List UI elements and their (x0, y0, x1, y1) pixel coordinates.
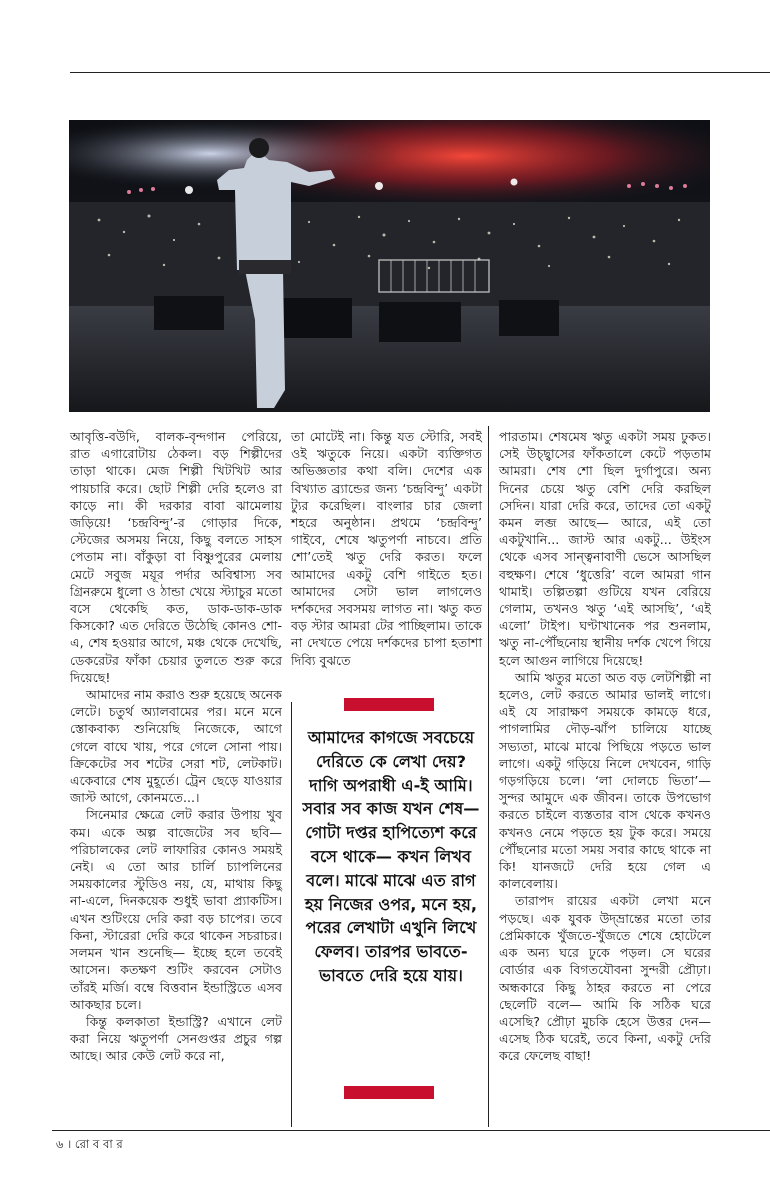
text-column-2 (291, 428, 482, 669)
column-paragraph: তারাপদ রায়ের একটা লেখা মনে পড়ছে। এক যুবক উদ্‌ভ্রান্তের মতো তার প্রেমিকাকে খুঁজতে-খুঁজতে শেষে হোটেলে এক অন্য ঘরে ঢুকে পড়ল। সে ঘরের বোর্ডার এক বিগতযৌবনা সুন্দরী প্রৌঢ়া। অন্ধকারে কিছু ঠাহর করতে না পেরে ছেলেটি বলে— আমি কি সঠিক ঘরে এসেছি? প্রৌঢ়া মুচকি হেসে উত্তর দেন— এসেছ ঠিক ঘরেই, তবে কিনা, একটু দেরি করে ফেলেছ বাছা! (499, 893, 711, 1064)
pull-quote-top-bar (344, 698, 434, 711)
top-rule (70, 72, 770, 73)
bottom-rule (52, 1130, 770, 1131)
column-paragraph: সিনেমার ক্ষেত্রে লেট করার উপায় খুব কম। একে অল্প বাজেটের সব ছবি— পরিচালকের লেট লাফারির কোনও সময়ই নেই। এ তো আর চার্লি চ্যাপলিনের সময়কালের স্টুডিও নয়, যে, মাথায় কিছু না-এলে, দিনকয়েক শুধুই ভাবা প্র্যাকটিস। এখন শুটিংয়ে দেরি করা বড় চাপের। তবে কিনা, স্টারেরা দেরি করে থাকেন সচরাচর। সলমন খান শুনেছি— ইচ্ছে হলে তবেই আসেন। কতক্ষণ শুটিং করবেন সেটাও তাঁরই মর্জি। বম্বে বিত্তবান ইন্ডাস্ট্রিতে এসব আকছার চলে। (70, 807, 282, 1012)
concert-photo (69, 120, 710, 412)
column-paragraph: তা মোটেই না। কিন্তু যত স্টোরি, সবই ওই ঋতুকে নিয়ে। একটা ব্যক্তিগত অভিজ্ঞতার কথা বলি। দেশের এক বিখ্যাত ব্র্যান্ডের জন্য ‘চন্দ্রবিন্দু’ একটা ট্যুর করেছিল। বাংলার চার জেলা শহরে অনুষ্ঠান। প্রথমে ‘চন্দ্রবিন্দু’ গাইবে, শেষে ঋতুপর্ণা নাচবে। প্রতি শো’তেই ঋতু দেরি করত। ফলে আমাদের একটু বেশি গাইতে হত। আমাদের সেটা ভাল লাগলেও দর্শকদের সবসময় লাগত না। ঋতু কত বড় স্টার আমরা টের পাচ্ছিলাম। তাকে না দেখতে পেয়ে দর্শকদের চাপা হতাশা দিব্যি বুঝতে (291, 429, 482, 668)
pull-quote-text: আমাদের কাগজে সবচেয়ে দেরিতে কে লেখা দেয়? দাগি অপরাধী এ-ই আমি। সবার সব কাজ যখন শেষ— গোটা দপ্তর হাপিত্যেশ করে বসে থাকে— কখন লিখব বলে। মাঝে মাঝে এত রাগ হয় নিজের ওপর, মনে হয়, পরের লেখাটা এখুনি লিখে ফেলব। তারপর ভাবতে-ভাবতে দেরি হয়ে যায়। (302, 728, 480, 985)
column-paragraph: আমাদের নাম করাও শুরু হয়েছে অনেক লেটে। চতুর্থ অ্যালবামের পর। মনে মনে স্তোকবাক্য শুনিয়েছি নিজেকে, আগে গেলে বাঘে খায়, পরে গেলে সোনা পায়। ক্রিকেটের সব শটের সেরা শট, লেটকাট। একেবারে শেষ মুহূর্তে। ট্রেন ছেড়ে যাওয়ার জাস্ট আগে, কোনমতে...। (70, 687, 282, 806)
pull-quote-bottom-bar (344, 1086, 434, 1099)
page-folio: ৬ । রো ব বা র (56, 1137, 123, 1151)
pull-quote (300, 698, 482, 1114)
column-paragraph: আমি ঋতুর মতো অত বড় লেটশিল্পী না হলেও, লেট করতে আমার ভালই লাগে। এই যে সারাক্ষণ সময়কে কামড়ে ধরে, পাগলামির দৌড়-ঝাঁপ চালিয়ে যাচ্ছে সভ্যতা, মাঝে মাঝে পিছিয়ে পড়তে ভাল লাগে। একটু গড়িয়ে নিলে দেখবেন, গাড়ি গড়গড়িয়ে চলে। ‘লা দোলচে ভিতা’— সুন্দর আমুদে এক জীবন। তাকে উপভোগ করতে চাইলে ব্যস্ততার বাস থেকে কখনও কখনও নেমে পড়তে হয় টুক করে। সময়ে পৌঁছনোর মতো সময় সবার কাছে থাকে না কি! যানজটে দেরি হয়ে গেল এ কালবেলায়। (499, 669, 711, 892)
text-column-3 (499, 428, 711, 1065)
column-paragraph: কিন্তু কলকাতা ইন্ডাস্ট্রি? এখানে লেট করা নিয়ে ঋতুপর্ণা সেনগুপ্তর প্রচুর গল্প আছে। আর কেউ লেট করে না, (70, 1013, 282, 1064)
column-paragraph: আবৃত্তি-বউদি, বালক-বৃন্দগান পেরিয়ে, রাত এগারোটায় ঠেকল। বড় শিল্পীদের তাড়া থাকে। মেজ শিল্পী খিটখিট আর পায়চারি করে। ছোট শিল্পী দেরি হলেও রা কাড়ে না। কী দরকার বাবা ঝামেলায় জড়িয়ে! ‘চন্দ্রবিন্দু’-র গোড়ার দিকে, স্টেজের অসময় নিয়ে, কিছু বলতে সাহস পেতাম না। বাঁকুড়া বা বিষ্ণুপুরের মেলায় মেটে সবুজ ময়ূর পর্দার অবিশ্বাস্য সব গ্রিনরুমে ধুলো ও ঠান্ডা খেয়ে স্ট্যাচুর মতো বসে থেকেছি কত, ডাক-ডাক-ডাক কিসকো? এত দেরিতে উঠেছি কোনও শো-এ, শেষ হওয়ার আগে, মঞ্চ থেকে দেখেছি, ডেকরেটর ফাঁকা চেয়ার তুলতে শুরু করে দিয়েছে! (70, 429, 282, 685)
column-divider (291, 702, 292, 1127)
text-column-1 (70, 428, 282, 1065)
column-paragraph: পারতাম। শেষমেষ ঋতু একটা সময় ঢুকত। সেই উচ্ছ্বাসের ফাঁকতালে কেটে পড়তাম আমরা। শেষ শো ছিল দুর্গাপুরে। অন্য দিনের চেয়ে ঋতু বেশি দেরি করছিল সেদিন। যারা দেরি করে, তাদের তো একটু কমন লব্জ আছে— আরে, এই তো একটুখানি... জাস্ট আর একটু... উইংস থেকে এসব সান্ত্বনাবাণী ভেসে আসছিল বহুক্ষণ। শেষে ‘ধুত্তেরি’ বলে আমরা গান থামাই। তল্পিতল্পা গুটিয়ে যখন বেরিয়ে গেলাম, তখনও ঋতু ‘এই আসছি’, ‘এই এলো’ টাইপ। ঘণ্টাখানেক পর শুনলাম, ঋতু না-পৌঁছনোয় স্থানীয় দর্শক খেপে গিয়ে হলে আগুন লাগিয়ে দিয়েছে! (499, 429, 711, 668)
column-divider (488, 426, 489, 1127)
concert-photo-icon (69, 120, 710, 412)
